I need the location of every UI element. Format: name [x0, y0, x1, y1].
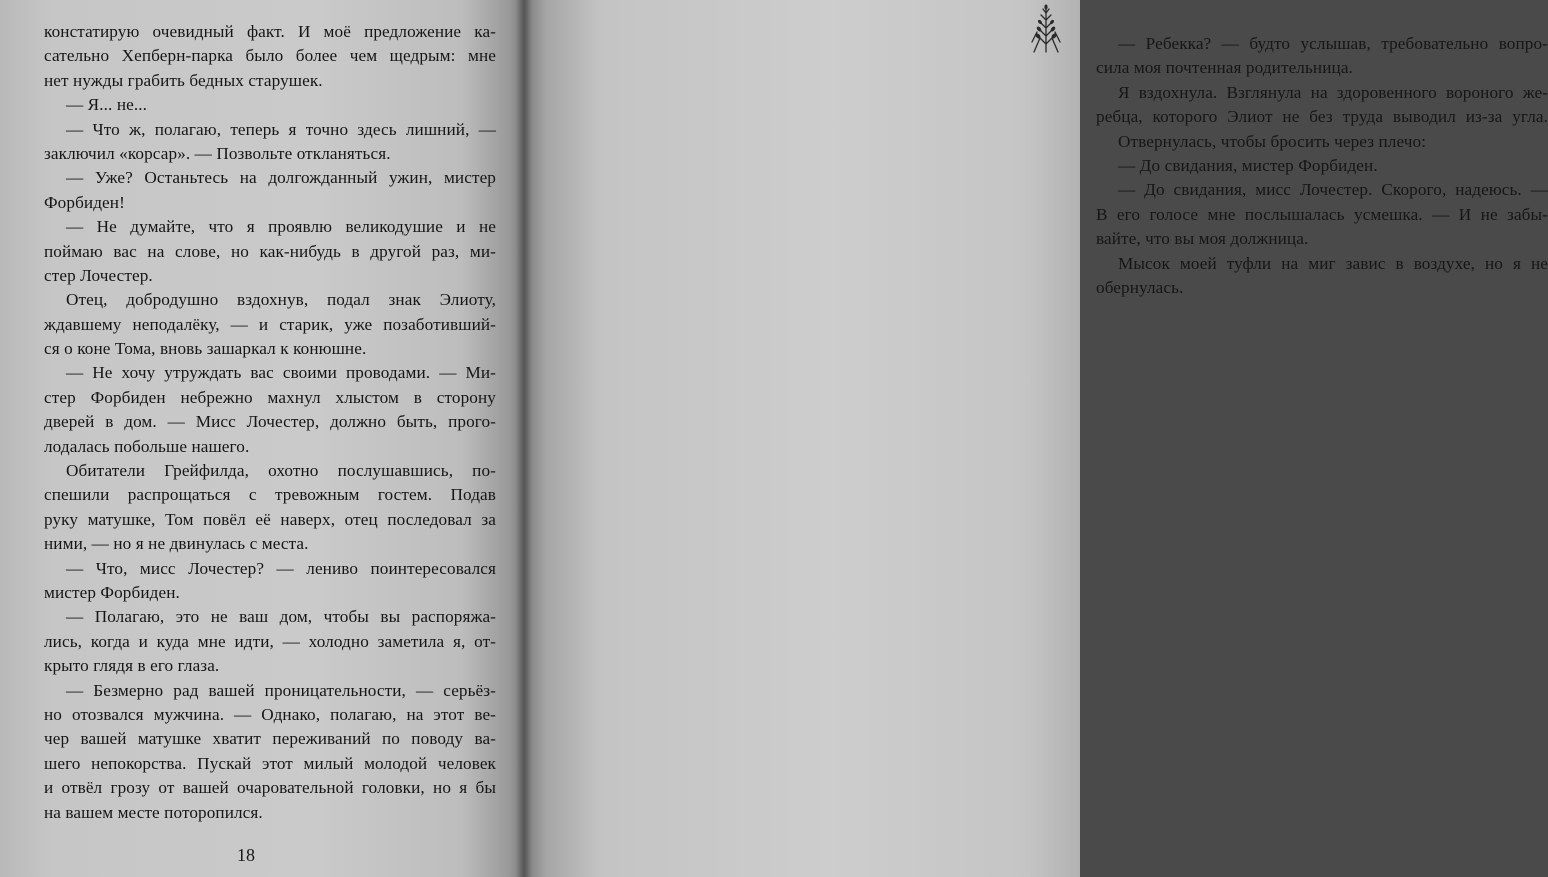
- text-line: нет нужды грабить бедных старушек.: [44, 70, 323, 90]
- text-line: шего непокорства. Пускай этот милый молодой человек: [44, 753, 496, 773]
- text-line: — Не думайте, что я проявлю великодушие и не: [66, 217, 496, 237]
- text-line: но отозвался мужчина. — Однако, полагаю, на этот ве-: [44, 704, 496, 724]
- text-line: — Что, мисс Лочестер? — лениво поинтересовался: [66, 558, 496, 578]
- text-line: поймаю вас на слове, но как-нибудь в другой раз, ми-: [44, 241, 496, 261]
- text-line: вайте, что вы моя должница.: [1096, 229, 1309, 249]
- text-line: ребца, которого Элиот не без труда выводил из-за угла.: [1096, 107, 1548, 127]
- lavender-sprig-icon: [1026, 2, 1066, 54]
- text-line: Я вздохнула. Взглянула на здоровенного вороного же-: [1118, 82, 1548, 102]
- text-line: ними, — но я не двинулась с места.: [44, 534, 309, 554]
- left-page: [0, 0, 524, 877]
- text-line: ся о коне Тома, вновь зашаркал к конюшне.: [44, 339, 367, 359]
- book-gutter: [516, 0, 532, 877]
- text-line: мистер Форбиден.: [44, 582, 180, 602]
- text-line: Отец, добродушно вздохнув, подал знак Элиоту,: [66, 290, 496, 310]
- page-number: 18: [237, 845, 255, 865]
- text-line: руку матушке, Том повёл её наверх, отец последовал за: [44, 509, 496, 529]
- text-line: Обитатели Грейфилда, охотно послушавшись, по-: [66, 461, 496, 481]
- text-line: сила моя почтенная родительница.: [1096, 58, 1353, 78]
- text-line: стер Лочестер.: [44, 265, 153, 285]
- text-line: — Безмерно рад вашей проницательности, — серьёз-: [66, 680, 496, 700]
- text-line: спешили распрощаться с тревожным гостем. Подав: [44, 485, 496, 505]
- text-line: В его голосе мне послышалась усмешка. — И не забы-: [1096, 204, 1548, 224]
- text-line: — Не хочу утруждать вас своими проводами. — Ми-: [66, 363, 496, 383]
- text-line: — Я... не...: [66, 95, 148, 115]
- text-line: крыто глядя в его глаза.: [44, 656, 220, 676]
- text-line: сательно Хепберн-парка было более чем щедрым: мне: [44, 46, 496, 66]
- text-line: лодалась побольше нашего.: [44, 436, 250, 456]
- text-line: лись, когда и куда мне идти, — холодно заметила я, от-: [44, 631, 496, 651]
- text-line: стер Форбиден небрежно махнул хлыстом в сторону: [44, 387, 496, 407]
- text-line: обернулась.: [1096, 277, 1184, 297]
- right-page-text: [1096, 32, 1548, 300]
- text-line: чер вашей матушке хватит переживаний по поводу ва-: [44, 729, 496, 749]
- text-line: ждавшему неподалёку, — и старик, уже позаботивший-: [44, 314, 496, 334]
- text-line: — Что ж, полагаю, теперь я точно здесь лишний, —: [66, 119, 496, 139]
- right-page: [524, 0, 1548, 877]
- text-line: и отвёл грозу от вашей очаровательной головки, но я бы: [44, 778, 496, 798]
- text-line: констатирую очевидный факт. И моё предложение ка-: [44, 22, 496, 41]
- text-line: Отвернулась, чтобы бросить через плечо:: [1118, 131, 1427, 151]
- text-line: — Полагаю, это не ваш дом, чтобы вы распоряжа-: [66, 607, 496, 627]
- text-line: — До свидания, мистер Форбиден.: [1118, 155, 1378, 175]
- text-line: Форбиден!: [44, 192, 125, 212]
- text-line: Мысок моей туфли на миг завис в воздухе, но я не: [1118, 253, 1548, 273]
- text-line: — Ребекка? — будто услышав, требовательно вопро-: [1118, 34, 1548, 53]
- text-line: — До свидания, мисс Лочестер. Скорого, надеюсь. —: [1118, 180, 1548, 200]
- left-page-text: [44, 20, 496, 825]
- text-line: на вашем месте поторопился.: [44, 802, 263, 822]
- text-line: заключил «корсар». — Позвольте откланяться.: [44, 143, 391, 163]
- text-line: дверей в дом. — Мисс Лочестер, должно быть, прого-: [44, 412, 496, 432]
- text-line: — Уже? Останьтесь на долгожданный ужин, мистер: [66, 168, 496, 188]
